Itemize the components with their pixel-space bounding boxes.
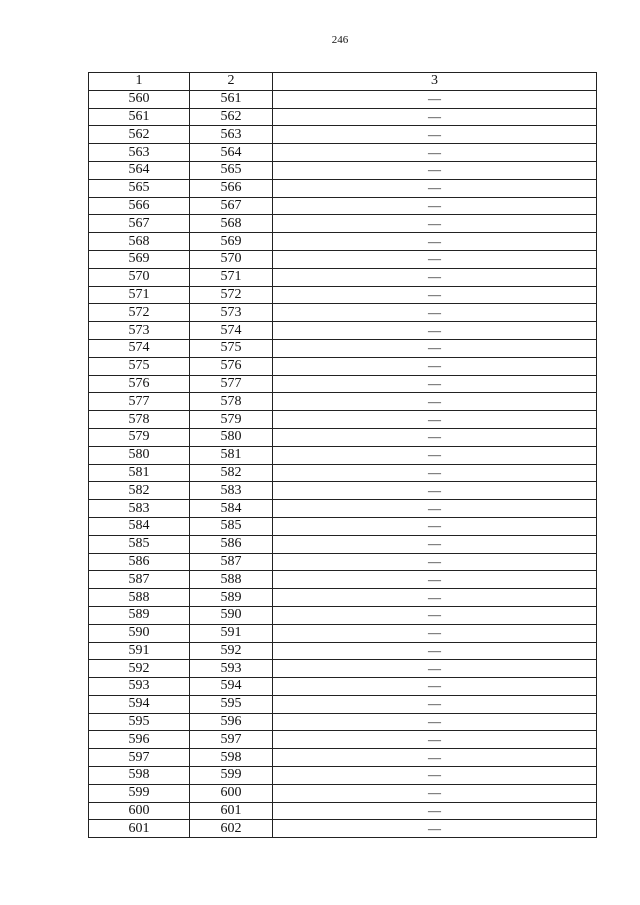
table-cell-dash: — (273, 464, 597, 482)
table-cell-number: 565 (89, 179, 190, 197)
table-cell-number: 578 (190, 393, 273, 411)
table-cell-number: 600 (89, 802, 190, 820)
table-cell-dash: — (273, 624, 597, 642)
table-row (89, 393, 597, 411)
table-cell-dash: — (273, 446, 597, 464)
table-cell-number: 579 (190, 411, 273, 429)
table-cell-number: 593 (89, 678, 190, 696)
table-row (89, 660, 597, 678)
table-row (89, 500, 597, 518)
table-cell-number: 594 (190, 678, 273, 696)
table-row (89, 749, 597, 767)
table-cell-number: 568 (89, 233, 190, 251)
table-cell-number: 602 (190, 820, 273, 838)
table-cell-dash: — (273, 802, 597, 820)
table-cell-number: 597 (89, 749, 190, 767)
table-row (89, 553, 597, 571)
data-table-container (88, 72, 596, 838)
table-cell-dash: — (273, 571, 597, 589)
table-row (89, 286, 597, 304)
table-cell-dash: — (273, 482, 597, 500)
table-cell-number: 570 (190, 250, 273, 268)
table-row (89, 428, 597, 446)
table-cell-number: 564 (89, 161, 190, 179)
table-cell-dash: — (273, 535, 597, 553)
table-row (89, 411, 597, 429)
table-cell-number: 565 (190, 161, 273, 179)
table-cell-number: 568 (190, 215, 273, 233)
table-cell-number: 569 (89, 250, 190, 268)
table-cell-number: 592 (190, 642, 273, 660)
table-row (89, 784, 597, 802)
table-cell-number: 563 (190, 126, 273, 144)
table-cell-number: 564 (190, 144, 273, 162)
column-header-2: 2 (190, 73, 273, 91)
table-cell-number: 590 (89, 624, 190, 642)
table-cell-number: 594 (89, 695, 190, 713)
table-cell-number: 560 (89, 90, 190, 108)
table-row (89, 339, 597, 357)
table-cell-number: 576 (89, 375, 190, 393)
table-cell-dash: — (273, 357, 597, 375)
table-cell-dash: — (273, 268, 597, 286)
table-cell-number: 575 (89, 357, 190, 375)
table-row (89, 678, 597, 696)
table-row (89, 304, 597, 322)
table-cell-dash: — (273, 322, 597, 340)
table-cell-dash: — (273, 304, 597, 322)
table-row (89, 215, 597, 233)
table-row (89, 322, 597, 340)
table-cell-dash: — (273, 215, 597, 233)
table-cell-number: 563 (89, 144, 190, 162)
table-row (89, 144, 597, 162)
table-cell-dash: — (273, 250, 597, 268)
table-cell-dash: — (273, 517, 597, 535)
table-cell-dash: — (273, 642, 597, 660)
table-cell-number: 566 (89, 197, 190, 215)
table-cell-number: 572 (190, 286, 273, 304)
column-header-1: 1 (89, 73, 190, 91)
table-row (89, 375, 597, 393)
table-cell-number: 599 (190, 767, 273, 785)
table-row (89, 624, 597, 642)
data-table (88, 72, 597, 838)
column-header-3: 3 (273, 73, 597, 91)
table-row (89, 197, 597, 215)
table-cell-dash: — (273, 767, 597, 785)
table-row (89, 464, 597, 482)
table-cell-number: 595 (190, 695, 273, 713)
table-cell-number: 583 (190, 482, 273, 500)
table-cell-number: 584 (190, 500, 273, 518)
table-cell-number: 581 (190, 446, 273, 464)
table-row (89, 446, 597, 464)
table-cell-number: 599 (89, 784, 190, 802)
table-cell-dash: — (273, 428, 597, 446)
table-cell-dash: — (273, 731, 597, 749)
table-row (89, 357, 597, 375)
table-row (89, 250, 597, 268)
table-row (89, 126, 597, 144)
table-cell-number: 585 (89, 535, 190, 553)
table-row (89, 482, 597, 500)
table-cell-number: 577 (190, 375, 273, 393)
table-cell-number: 579 (89, 428, 190, 446)
table-cell-dash: — (273, 144, 597, 162)
table-cell-dash: — (273, 90, 597, 108)
table-cell-number: 601 (190, 802, 273, 820)
table-cell-dash: — (273, 820, 597, 838)
table-cell-number: 588 (89, 589, 190, 607)
table-cell-number: 600 (190, 784, 273, 802)
table-cell-dash: — (273, 411, 597, 429)
table-cell-number: 576 (190, 357, 273, 375)
table-cell-number: 580 (89, 446, 190, 464)
table-row (89, 642, 597, 660)
table-cell-dash: — (273, 161, 597, 179)
table-cell-number: 595 (89, 713, 190, 731)
table-cell-dash: — (273, 606, 597, 624)
table-body (89, 90, 597, 837)
table-cell-number: 598 (89, 767, 190, 785)
table-row (89, 767, 597, 785)
table-cell-number: 580 (190, 428, 273, 446)
table-cell-number: 573 (190, 304, 273, 322)
table-cell-dash: — (273, 678, 597, 696)
table-cell-number: 597 (190, 731, 273, 749)
table-row (89, 731, 597, 749)
table-cell-number: 593 (190, 660, 273, 678)
table-cell-dash: — (273, 393, 597, 411)
table-cell-dash: — (273, 784, 597, 802)
table-row (89, 233, 597, 251)
table-cell-number: 574 (89, 339, 190, 357)
table-cell-dash: — (273, 713, 597, 731)
table-cell-number: 587 (190, 553, 273, 571)
table-cell-number: 589 (190, 589, 273, 607)
table-cell-number: 596 (190, 713, 273, 731)
table-cell-dash: — (273, 553, 597, 571)
table-cell-number: 562 (190, 108, 273, 126)
table-cell-number: 591 (89, 642, 190, 660)
table-row (89, 268, 597, 286)
table-header-row (89, 73, 597, 91)
table-row (89, 802, 597, 820)
table-cell-number: 567 (190, 197, 273, 215)
table-cell-number: 581 (89, 464, 190, 482)
table-cell-number: 572 (89, 304, 190, 322)
table-cell-number: 587 (89, 571, 190, 589)
table-cell-dash: — (273, 286, 597, 304)
table-cell-number: 591 (190, 624, 273, 642)
table-cell-number: 598 (190, 749, 273, 767)
table-cell-dash: — (273, 108, 597, 126)
table-cell-number: 573 (89, 322, 190, 340)
table-cell-number: 586 (89, 553, 190, 571)
table-cell-number: 567 (89, 215, 190, 233)
table-cell-dash: — (273, 339, 597, 357)
table-cell-number: 561 (89, 108, 190, 126)
table-cell-number: 585 (190, 517, 273, 535)
table-cell-dash: — (273, 179, 597, 197)
table-cell-dash: — (273, 500, 597, 518)
table-cell-dash: — (273, 660, 597, 678)
table-row (89, 517, 597, 535)
table-cell-dash: — (273, 589, 597, 607)
table-row (89, 820, 597, 838)
table-cell-number: 578 (89, 411, 190, 429)
table-cell-number: 571 (89, 286, 190, 304)
table-cell-number: 582 (190, 464, 273, 482)
table-row (89, 535, 597, 553)
table-cell-number: 592 (89, 660, 190, 678)
table-cell-number: 570 (89, 268, 190, 286)
table-cell-dash: — (273, 233, 597, 251)
table-cell-dash: — (273, 695, 597, 713)
table-cell-number: 571 (190, 268, 273, 286)
table-cell-number: 575 (190, 339, 273, 357)
table-cell-number: 577 (89, 393, 190, 411)
table-cell-dash: — (273, 126, 597, 144)
table-row (89, 179, 597, 197)
table-cell-number: 589 (89, 606, 190, 624)
table-row (89, 571, 597, 589)
table-cell-number: 584 (89, 517, 190, 535)
table-row (89, 713, 597, 731)
table-cell-number: 601 (89, 820, 190, 838)
table-cell-number: 574 (190, 322, 273, 340)
table-cell-number: 566 (190, 179, 273, 197)
table-cell-dash: — (273, 197, 597, 215)
table-row (89, 589, 597, 607)
table-cell-dash: — (273, 749, 597, 767)
table-row (89, 606, 597, 624)
table-cell-number: 562 (89, 126, 190, 144)
table-cell-dash: — (273, 375, 597, 393)
table-cell-number: 590 (190, 606, 273, 624)
page-number: 246 (331, 34, 349, 46)
table-cell-number: 569 (190, 233, 273, 251)
table-row (89, 108, 597, 126)
table-row (89, 90, 597, 108)
table-cell-number: 596 (89, 731, 190, 749)
table-cell-number: 583 (89, 500, 190, 518)
table-cell-number: 588 (190, 571, 273, 589)
table-cell-number: 586 (190, 535, 273, 553)
table-cell-number: 582 (89, 482, 190, 500)
table-row (89, 161, 597, 179)
table-cell-number: 561 (190, 90, 273, 108)
table-row (89, 695, 597, 713)
